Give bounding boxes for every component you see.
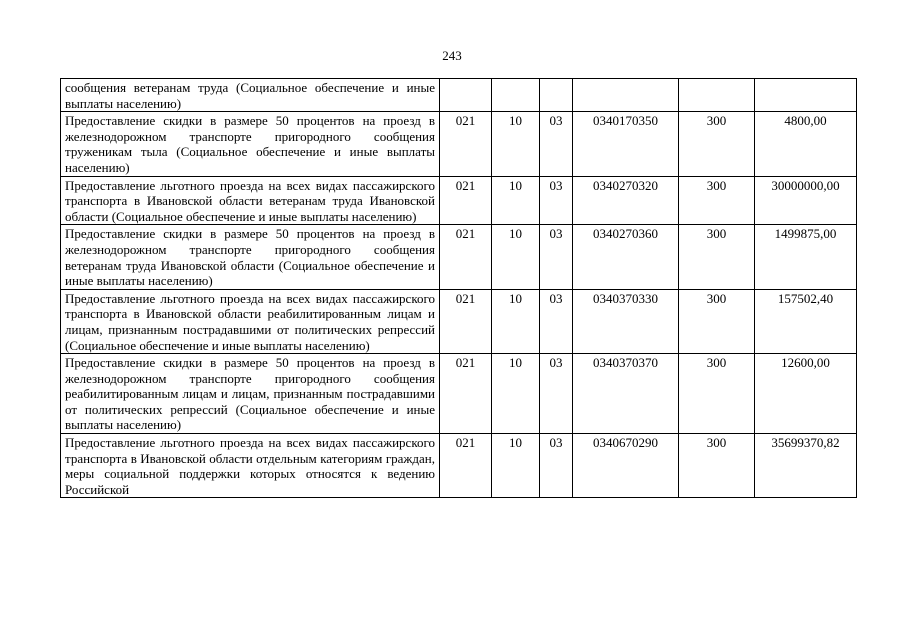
row-expense-type: 300	[679, 225, 755, 289]
row-subsection	[540, 79, 573, 112]
row-subsection: 03	[540, 176, 573, 225]
row-gr-code	[440, 79, 492, 112]
row-subsection: 03	[540, 434, 573, 498]
row-subsection: 03	[540, 112, 573, 176]
table-row	[61, 79, 857, 112]
row-section: 10	[492, 112, 540, 176]
row-target-code: 0340270320	[573, 176, 679, 225]
row-section: 10	[492, 434, 540, 498]
row-target-code: 0340170350	[573, 112, 679, 176]
row-gr-code: 021	[440, 434, 492, 498]
row-description: Предоставление льготного проезда на всех видах пассажирского транспорта в Ивановской области реабилитированным лицам и лицам, признанным пострадавшими от политических репрессий (Социальное обеспечение и иные выплаты населению)	[61, 289, 440, 353]
row-subsection: 03	[540, 225, 573, 289]
row-gr-code: 021	[440, 289, 492, 353]
row-amount: 4800,00	[755, 112, 857, 176]
row-section: 10	[492, 354, 540, 434]
row-amount: 157502,40	[755, 289, 857, 353]
row-description: Предоставление скидки в размере 50 процентов на проезд в железнодорожном транспорте пригородного сообщения ветеранам труда Ивановской области (Социальное обеспечение и иные выплаты населению)	[61, 225, 440, 289]
row-description: Предоставление льготного проезда на всех видах пассажирского транспорта в Ивановской области ветеранам труда Ивановской области (Социальное обеспечение и иные выплаты населению)	[61, 176, 440, 225]
row-description: Предоставление скидки в размере 50 процентов на проезд в железнодорожном транспорте пригородного сообщения труженикам тыла (Социальное обеспечение и иные выплаты населению)	[61, 112, 440, 176]
row-expense-type: 300	[679, 289, 755, 353]
budget-table	[60, 78, 857, 498]
row-section: 10	[492, 289, 540, 353]
row-gr-code: 021	[440, 225, 492, 289]
row-expense-type: 300	[679, 112, 755, 176]
table-row	[61, 434, 857, 498]
row-section: 10	[492, 225, 540, 289]
row-amount: 30000000,00	[755, 176, 857, 225]
row-description: сообщения ветеранам труда (Социальное обеспечение и иные выплаты населению)	[61, 79, 440, 112]
table-row	[61, 289, 857, 353]
row-gr-code: 021	[440, 354, 492, 434]
row-amount: 12600,00	[755, 354, 857, 434]
page-number: 243	[442, 48, 462, 63]
row-expense-type	[679, 79, 755, 112]
row-subsection: 03	[540, 354, 573, 434]
table-row	[61, 354, 857, 434]
row-section: 10	[492, 176, 540, 225]
row-description: Предоставление скидки в размере 50 процентов на проезд в железнодорожном транспорте пригородного сообщения реабилитированным лицам и лицам, признанным пострадавшими от политических репрессий (Социальное обеспечение и иные выплаты населению)	[61, 354, 440, 434]
row-target-code: 0340370370	[573, 354, 679, 434]
table-row	[61, 176, 857, 225]
table-row	[61, 112, 857, 176]
row-amount: 1499875,00	[755, 225, 857, 289]
table-row	[61, 225, 857, 289]
row-section	[492, 79, 540, 112]
row-subsection: 03	[540, 289, 573, 353]
row-gr-code: 021	[440, 176, 492, 225]
row-target-code: 0340270360	[573, 225, 679, 289]
row-expense-type: 300	[679, 434, 755, 498]
row-target-code: 0340670290	[573, 434, 679, 498]
row-expense-type: 300	[679, 176, 755, 225]
row-amount: 35699370,82	[755, 434, 857, 498]
row-description: Предоставление льготного проезда на всех видах пассажирского транспорта в Ивановской области отдельным категориям граждан, меры социальной поддержки которых относятся к ведению Российской	[61, 434, 440, 498]
row-target-code	[573, 79, 679, 112]
row-gr-code: 021	[440, 112, 492, 176]
row-amount	[755, 79, 857, 112]
row-expense-type: 300	[679, 354, 755, 434]
row-target-code: 0340370330	[573, 289, 679, 353]
